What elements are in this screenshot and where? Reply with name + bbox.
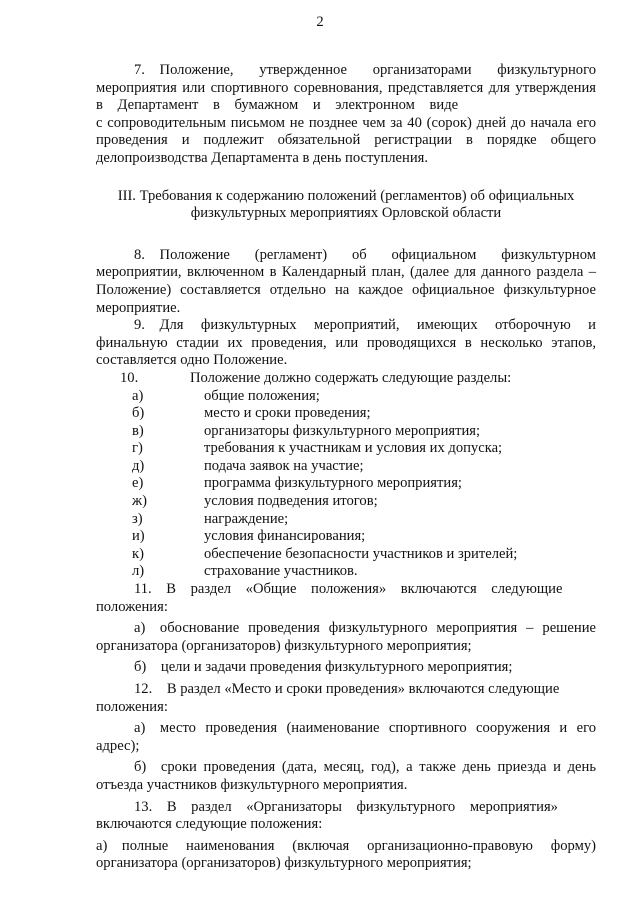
list-marker: з): [132, 510, 143, 527]
paragraph-7-line-1: 7. Положение, утвержденное организаторами физкультурного: [134, 62, 596, 78]
paragraph-11-item-b: б) цели и задачи проведения физкультурного мероприятия;: [134, 659, 513, 676]
list-item-text: награждение;: [204, 510, 289, 527]
section-heading-line-2: физкультурных мероприятиях Орловской области: [190, 205, 502, 222]
paragraph-10-number: 10.: [120, 369, 139, 386]
list-marker: в): [132, 422, 144, 439]
paragraph-11-line-1: 11. В раздел «Общие положения» включаются следующие: [134, 581, 563, 598]
list-marker: е): [132, 475, 144, 492]
list-marker: л): [132, 563, 145, 580]
paragraph-11-line-2: положения:: [96, 598, 168, 615]
paragraph-11-item-a: а) обоснование проведения физкультурного мероприятия – решение организатора (организаторов) физкультурного мероприятия;: [96, 620, 596, 654]
list-marker: д): [132, 457, 145, 474]
sections-list-item: [96, 511, 596, 529]
list-marker: ж): [132, 493, 147, 510]
paragraph-7-tail: с сопроводительным письмом не позднее чем за 40 (сорок) дней до начала его проведения и подлежит обязательной регистрации в порядке общего делопроизводства Департамента в день поступления.: [96, 114, 596, 166]
sections-list-item: [96, 528, 596, 546]
section-heading-line-1: III. Требования к содержанию положений (регламентов) об официальных: [117, 187, 575, 204]
paragraph-10-text: Положение должно содержать следующие разделы:: [190, 369, 512, 386]
paragraph-13-line-2: включаются следующие положения:: [96, 816, 323, 833]
paragraph-12-line-1: 12. В раздел «Место и сроки проведения» включаются следующие: [134, 681, 560, 697]
sections-list: [96, 388, 596, 582]
sections-list-item: [96, 405, 596, 423]
list-item-text: требования к участникам и условия их допуска;: [204, 440, 503, 457]
sections-list-item: [96, 440, 596, 458]
list-marker: г): [132, 440, 143, 457]
list-item-text: место и сроки проведения;: [204, 405, 371, 422]
sections-list-item: [96, 388, 596, 406]
paragraph-7-line-2: мероприятия или спортивного соревнования, представляется для утверждения: [96, 79, 596, 96]
sections-list-item: [96, 458, 596, 476]
sections-list-item: [96, 563, 596, 581]
paragraph-7-line-3: в Департамент в бумажном и электронном виде: [96, 97, 459, 114]
page-number: 2: [316, 14, 324, 30]
list-marker: а): [132, 387, 144, 404]
paragraph-10: [96, 370, 596, 388]
list-item-text: подача заявок на участие;: [204, 457, 364, 474]
paragraph-12-line-2: положения:: [96, 698, 168, 715]
paragraph-12-item-b: б) сроки проведения (дата, месяц, год), а также день приезда и день отъезда участников физкультурного мероприятия.: [96, 759, 596, 793]
list-item-text: условия подведения итогов;: [204, 493, 378, 510]
paragraph-13-item-a: а) полные наименования (включая организационно-правовую форму) организатора (организаторов) физкультурного мероприятия;: [96, 837, 596, 872]
sections-list-item: [96, 546, 596, 564]
list-item-text: страхование участников.: [204, 563, 358, 580]
list-item-text: организаторы физкультурного мероприятия;: [204, 422, 481, 439]
list-item-text: условия финансирования;: [204, 528, 366, 545]
sections-list-item: [96, 423, 596, 441]
section-heading: [96, 188, 596, 223]
list-item-text: программа физкультурного мероприятия;: [204, 475, 462, 492]
list-item-text: обеспечение безопасности участников и зрителей;: [204, 545, 518, 562]
paragraph-9: 9. Для физкультурных мероприятий, имеющих отборочную и финальную стадии их проведения, или проводящихся в несколько этапов, составляется одно Положение.: [96, 317, 596, 369]
sections-list-item: [96, 475, 596, 493]
list-marker: и): [132, 528, 145, 545]
list-item-text: общие положения;: [204, 387, 320, 404]
paragraph-12-item-a: а) место проведения (наименование спортивного сооружения и его адрес);: [96, 720, 596, 754]
sections-list-item: [96, 493, 596, 511]
list-marker: б): [132, 405, 145, 422]
paragraph-13-line-1: 13. В раздел «Организаторы физкультурного мероприятия»: [134, 798, 558, 815]
paragraph-8: 8. Положение (регламент) об официальном физкультурном мероприятии, включенном в Календарный план, (далее для данного раздела – Положение) составляется отдельно на каждое официальное физкультурное мероприятие.: [96, 246, 596, 316]
document-body: [96, 62, 596, 873]
list-marker: к): [132, 545, 144, 562]
